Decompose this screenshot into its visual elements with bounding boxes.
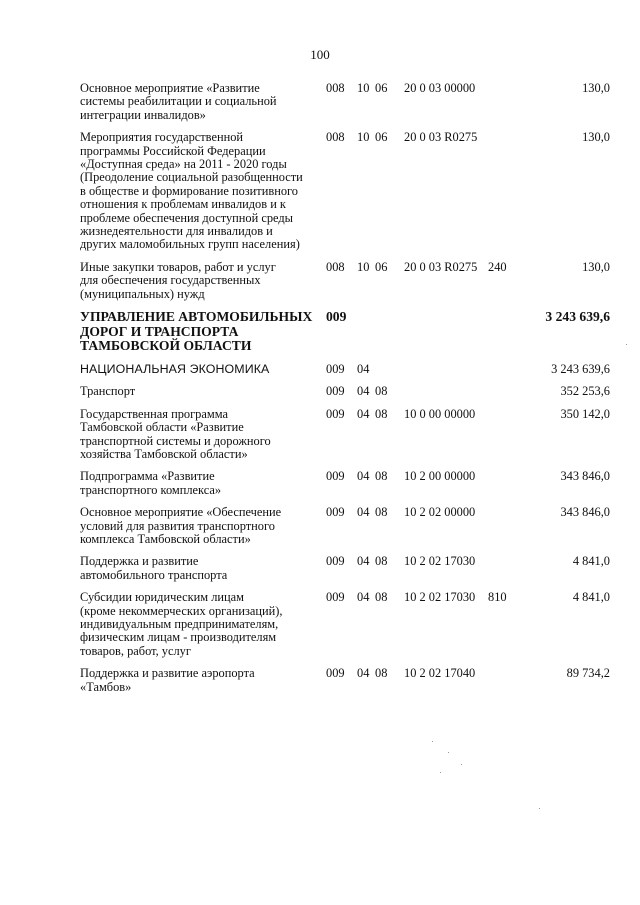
row-pr-code (375, 363, 404, 385)
row-name: НАЦИОНАЛЬНАЯ ЭКОНОМИКА (80, 361, 270, 376)
scan-speck (626, 344, 627, 345)
row-sum: 350 142,0 (560, 406, 610, 421)
row-name: Иные закупки товаров, работ и услуг для обеспечения государственных (муниципальных) нужд (80, 259, 276, 301)
row-csr-code: 10 2 00 00000 (404, 469, 476, 484)
table-row (80, 131, 610, 261)
row-pr-code: 08 (375, 666, 388, 681)
row-csr-code: 20 0 03 00000 (404, 81, 476, 95)
row-gr-code: 009 (326, 361, 345, 376)
row-pr-code (375, 310, 404, 363)
table-row (80, 385, 610, 407)
row-name: Мероприятия государственной программы Российской Федерации «Доступная среда» на 2011 - 2020 годы (Преодоление социальной разобщенности в обществе и формирование позитивного отношения к проблемам инвалидов и к проблеме обеспечения доступной среды жизнедеятельности для инвалидов и других маломобильных групп населения) (80, 130, 303, 252)
row-name: Транспорт (80, 384, 136, 399)
table-row (80, 310, 610, 363)
row-csr-code (404, 310, 488, 363)
row-rz-code: 04 (357, 384, 370, 399)
row-gr-code: 008 (326, 81, 345, 95)
row-rz-code (357, 310, 375, 363)
row-csr-code: 10 2 02 17030 (404, 554, 476, 569)
row-pr-code: 08 (375, 554, 388, 569)
row-rz-code: 10 (357, 259, 370, 274)
scan-speck (448, 752, 449, 753)
row-vr-code: 240 (488, 259, 507, 274)
row-vr-code (488, 667, 532, 703)
row-gr-code: 009 (326, 309, 347, 325)
row-gr-code: 009 (326, 469, 345, 484)
row-vr-code (488, 408, 532, 471)
row-pr-code: 08 (375, 505, 388, 520)
row-pr-code: 08 (375, 406, 388, 421)
row-gr-code: 009 (326, 384, 345, 399)
row-csr-code: 10 0 00 00000 (404, 406, 476, 421)
row-sum: 4 841,0 (572, 590, 610, 605)
row-vr-code (488, 363, 532, 385)
row-gr-code: 009 (326, 505, 345, 520)
row-sum: 3 243 639,6 (551, 361, 610, 376)
row-csr-code (404, 363, 488, 385)
row-rz-code: 04 (357, 666, 370, 681)
row-csr-code (404, 385, 488, 407)
scan-speck (440, 772, 441, 773)
row-sum: 4 841,0 (572, 554, 610, 569)
row-sum: 89 734,2 (566, 666, 610, 681)
row-name: Поддержка и развитие аэропорта «Тамбов» (80, 666, 255, 694)
row-gr-code: 009 (326, 666, 345, 681)
row-vr-code (488, 131, 532, 261)
row-name: Поддержка и развитие автомобильного транспорта (80, 554, 228, 582)
row-rz-code: 10 (357, 81, 370, 95)
table-row (80, 506, 610, 555)
row-vr-code (488, 82, 532, 131)
scan-speck (432, 741, 433, 742)
row-rz-code: 04 (357, 590, 370, 605)
row-pr-code: 06 (375, 81, 388, 95)
row-pr-code: 08 (375, 469, 388, 484)
table-row (80, 408, 610, 471)
row-name: Государственная программа Тамбовской области «Развитие транспортной системы и дорожного хозяйства Тамбовской области» (80, 406, 271, 461)
row-sum: 343 846,0 (560, 469, 610, 484)
row-rz-code: 04 (357, 361, 370, 376)
row-name: УПРАВЛЕНИЕ АВТОМОБИЛЬНЫХ ДОРОГ И ТРАНСПОРТА ТАМБОВСКОЙ ОБЛАСТИ (80, 309, 313, 354)
row-gr-code: 009 (326, 590, 345, 605)
row-rz-code: 04 (357, 505, 370, 520)
scan-speck (539, 808, 540, 809)
row-gr-code: 008 (326, 259, 345, 274)
table-row (80, 363, 610, 385)
row-pr-code: 08 (375, 590, 388, 605)
row-name: Основное мероприятие «Обеспечение условий для развития транспортного комплекса Тамбовской области» (80, 505, 282, 546)
row-gr-code: 009 (326, 406, 345, 421)
row-gr-code: 008 (326, 130, 345, 145)
row-name: Субсидии юридическим лицам (кроме некоммерческих организаций), индивидуальным предпринимателям, физическим лицам - производителям товаров, работ, услуг (80, 590, 283, 658)
row-sum: 130,0 (582, 259, 610, 274)
row-csr-code: 20 0 03 R0275 (404, 259, 478, 274)
row-rz-code: 04 (357, 469, 370, 484)
row-vr-code (488, 470, 532, 506)
scan-speck (461, 764, 462, 765)
table-row (80, 555, 610, 591)
table-row (80, 261, 610, 310)
row-rz-code: 10 (357, 130, 370, 145)
table-row (80, 667, 610, 703)
row-pr-code: 08 (375, 384, 388, 399)
row-pr-code: 06 (375, 130, 388, 145)
row-csr-code: 10 2 02 17030 (404, 590, 476, 605)
row-csr-code: 10 2 02 00000 (404, 505, 476, 520)
row-vr-code (488, 555, 532, 591)
row-sum: 130,0 (582, 130, 610, 145)
row-vr-code (488, 310, 532, 363)
table-row (80, 470, 610, 506)
row-csr-code: 20 0 03 R0275 (404, 130, 478, 145)
row-gr-code: 009 (326, 554, 345, 569)
table-row (80, 591, 610, 667)
row-pr-code: 06 (375, 259, 388, 274)
row-vr-code: 810 (488, 590, 507, 605)
row-vr-code (488, 385, 532, 407)
row-csr-code: 10 2 02 17040 (404, 666, 476, 681)
row-name: Основное мероприятие «Развитие системы реабилитации и социальной интеграции инвалидов» (80, 81, 277, 122)
row-vr-code (488, 506, 532, 555)
row-rz-code: 04 (357, 406, 370, 421)
row-sum: 3 243 639,6 (545, 309, 610, 325)
table-row (80, 82, 610, 131)
table-body (80, 82, 610, 703)
row-sum: 343 846,0 (560, 505, 610, 520)
row-name: Подпрограмма «Развитие транспортного комплекса» (80, 469, 222, 497)
row-rz-code: 04 (357, 554, 370, 569)
row-sum: 352 253,6 (560, 384, 610, 399)
row-sum: 130,0 (582, 81, 610, 95)
budget-table (80, 82, 610, 703)
page-number: 100 (310, 47, 330, 62)
